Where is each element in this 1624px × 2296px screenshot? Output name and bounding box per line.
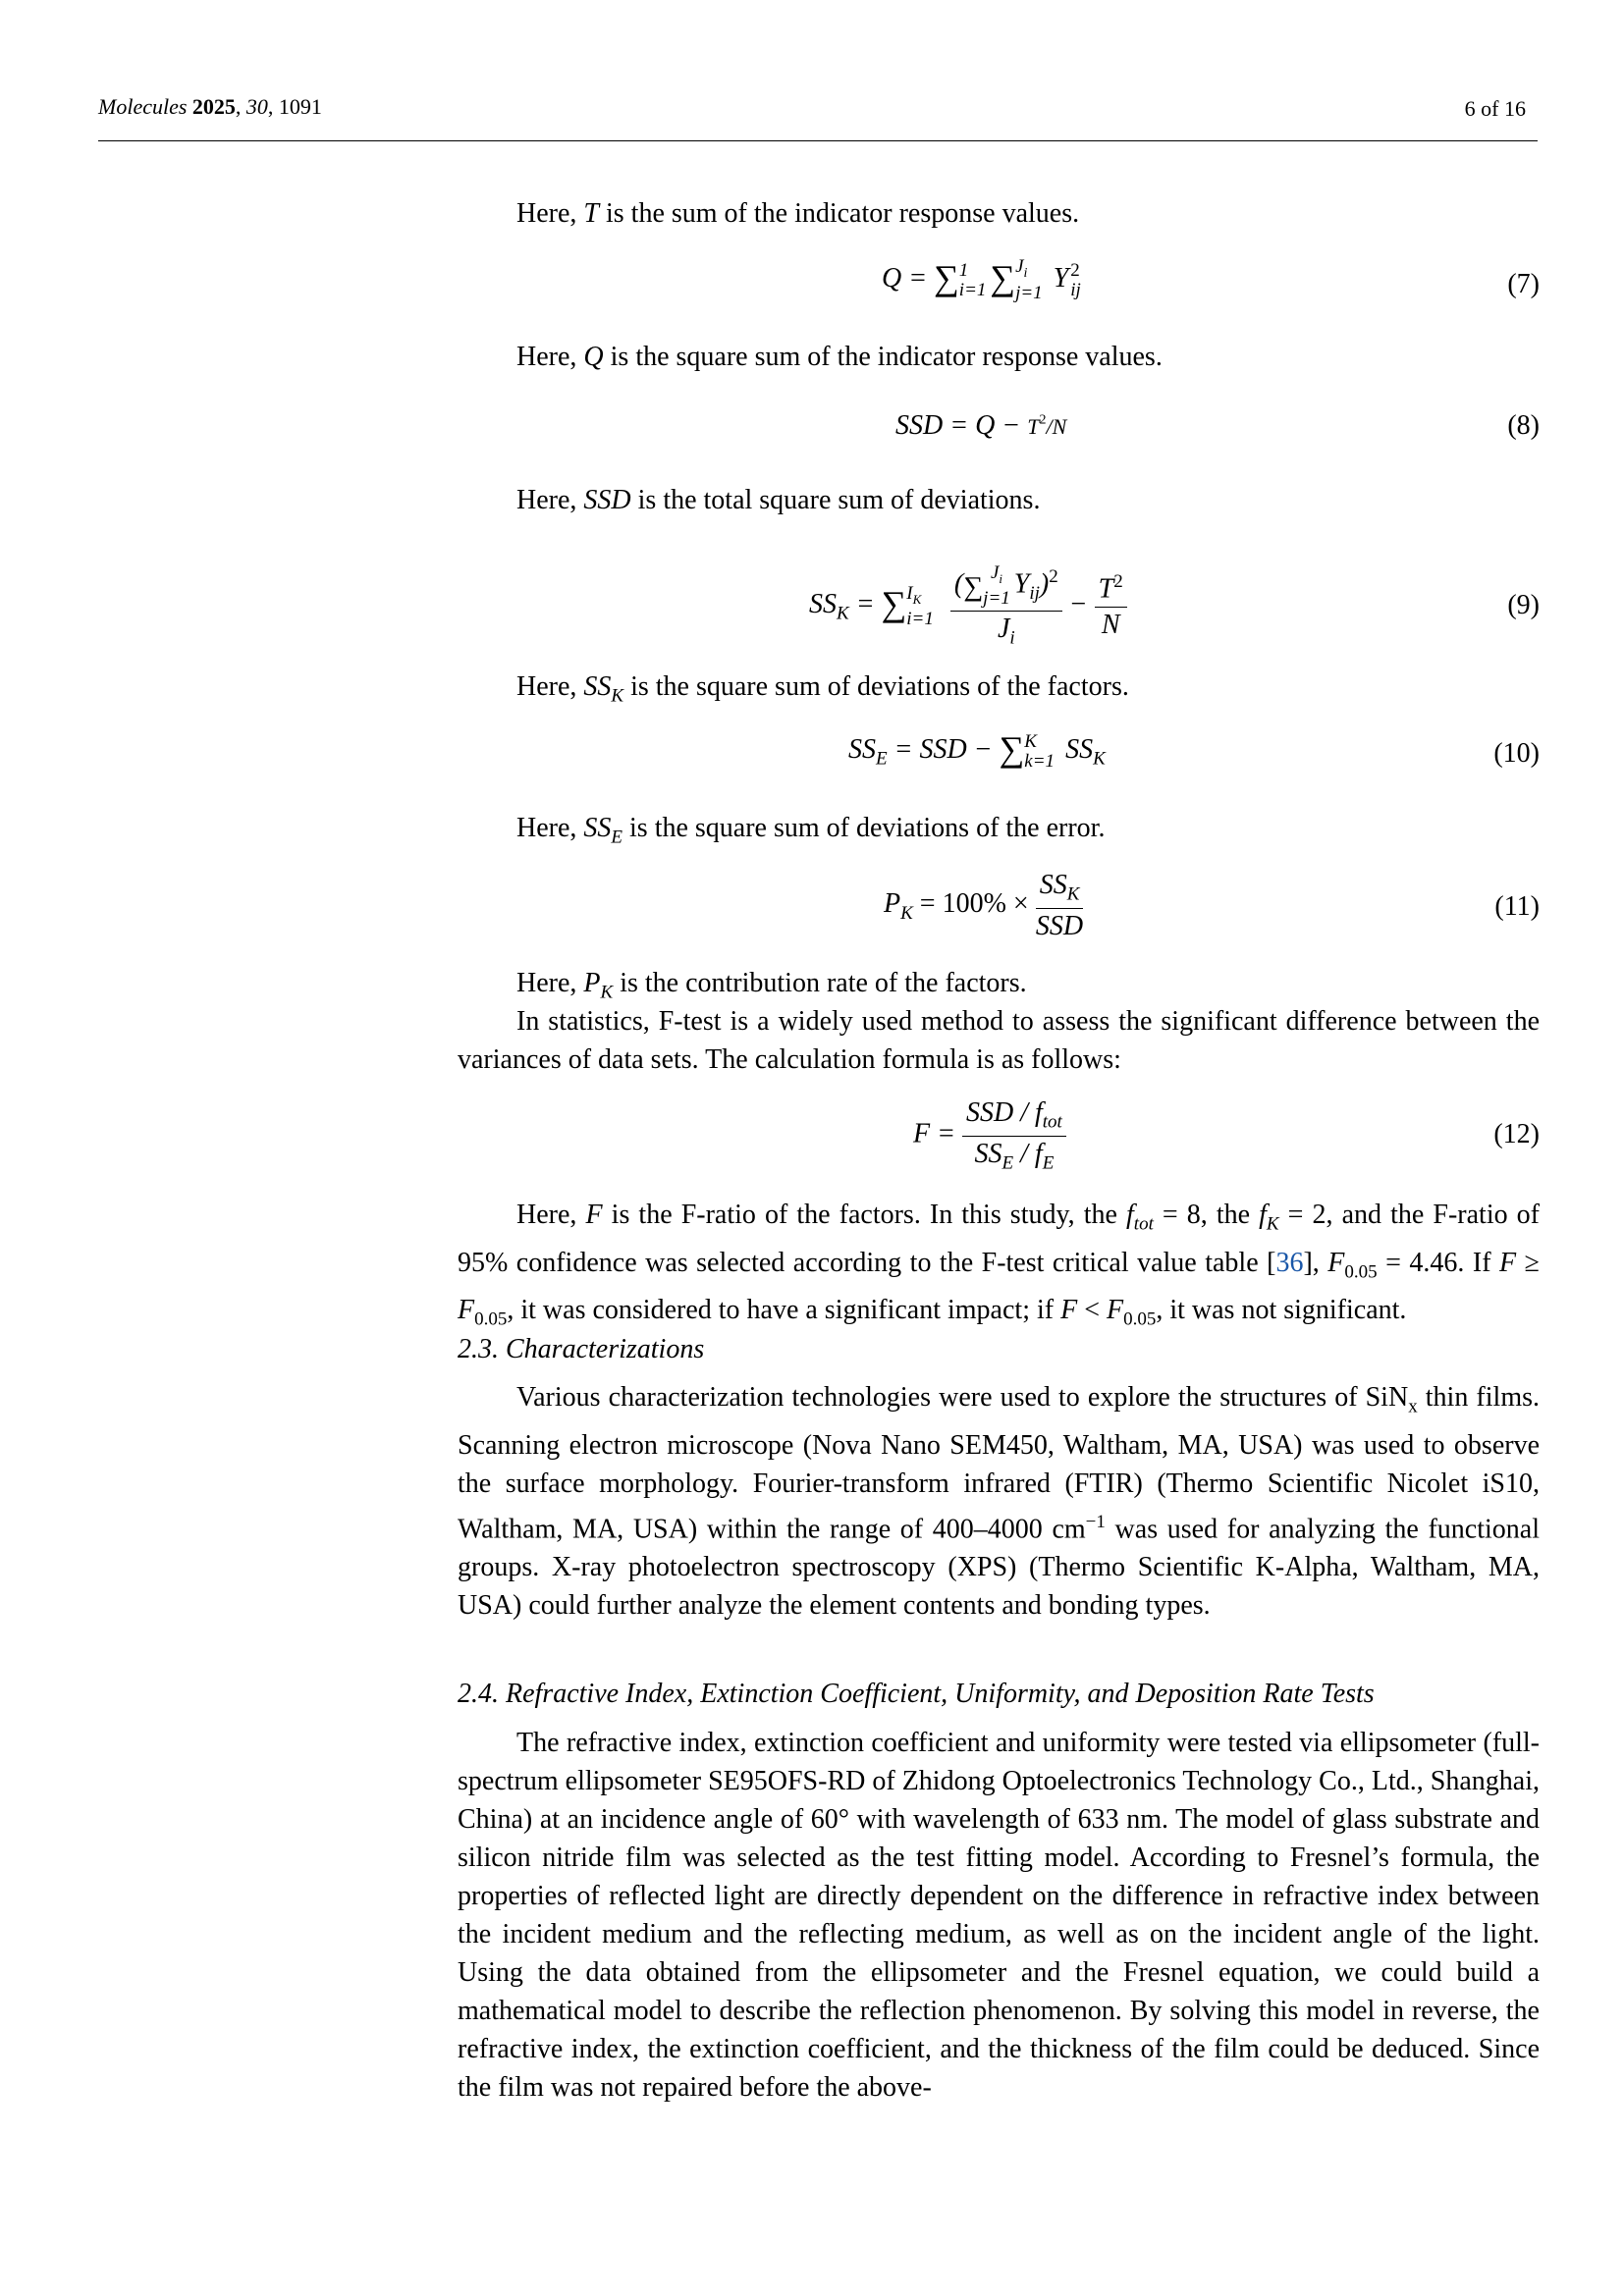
paragraph-ssd-definition: Here, SSD is the total square sum of deviations. <box>516 485 1041 515</box>
journal-article: 1091 <box>278 94 322 119</box>
paragraph-f-definition: Here, F is the F-ratio of the factors. In this study, the $f_{tot} = 8$, the $f_K = 2$, and the F-ratio of 95% confidence was selected according to the F-test critical value table [36], $F_{0.05} = 4.46$. If $F \ge F_{0.05}$, it was considered to have a significant impact; if $F < F_{0.05}$, it was not significant. <box>458 1200 1540 1330</box>
paragraph-sse-definition: Here, $SS_E$ is the square sum of deviations of the error. <box>516 813 1106 848</box>
paragraph-t-definition: Here, T is the sum of the indicator response values. <box>516 198 1080 229</box>
paragraph-ftest-intro: In statistics, F-test is a widely used method to assess the significant difference between the variances of data sets. The calculation formula is as follows: <box>458 1006 1540 1075</box>
journal-volume: 30 <box>245 94 268 119</box>
equation-10: $SS_E$ = SSD − ∑ K k=1 $SS_K$ (10) <box>848 729 1540 772</box>
reference-link[interactable]: 36 <box>1275 1247 1304 1278</box>
paragraph-q-definition: Here, Q is the square sum of the indicator response values. <box>516 342 1163 372</box>
page-number: 6 of 16 <box>1464 96 1526 121</box>
equation-number: (9) <box>1507 590 1540 620</box>
journal-year: 2025 <box>191 94 236 119</box>
paragraph-ellipsometer-tests: The refractive index, extinction coefficient and uniformity were tested via ellipsometer (full-spectrum ellipsometer SE95OFS-RD of Zhidong Optoelectronics Technology Co., Ltd., Shanghai, China) at an incidence angle of 60° with wavelength of 633 nm. The model of glass substrate and silicon nitride film was selected as the test fitting model. According to Fresnel’s formula, the properties of reflected light are directly dependent on the difference in refractive index between the incident medium and the reflecting medium, as well as on the incident angle of the light. Using the data obtained from the ellipsometer and the Fresnel equation, we could build a mathematical model to describe the reflection phenomenon. By solving this model in reverse, the refractive index, the extinction coefficient, and the thickness of the film could be deduced. Since the film was not repaired before the above- <box>458 1728 1540 2103</box>
section-heading-2-3: 2.3. Characterizations <box>458 1334 705 1364</box>
section-heading-2-4: 2.4. Refractive Index, Extinction Coefficient, Uniformity, and Deposition Rate Tests <box>458 1679 1375 1709</box>
journal-citation: Molecules 2025, 30, 1091 <box>98 94 322 119</box>
equation-number: (10) <box>1493 738 1540 769</box>
paragraph-ssk-definition: Here, $SS_K$ is the square sum of deviations of the factors. <box>516 671 1129 707</box>
equation-number: (12) <box>1493 1119 1540 1149</box>
paragraph-characterizations: Various characterization technologies were used to explore the structures of SiN$_x$ thin films. Scanning electron microscope (Nova Nano SEM450, Waltham, MA, USA) was used to observe the surface morphology. Fourier-transform infrared (FTIR) (Thermo Scientific Nicolet iS10, Waltham, MA, USA) within the range of 400–4000 $cm^{-1}$ was used for analyzing the functional groups. X-ray photoelectron spectroscopy (XPS) (Thermo Scientific K-Alpha, Waltham, MA, USA) could further analyze the element contents and bonding types. <box>458 1382 1540 1621</box>
equation-12: F = $\frac{SSD / f_{tot}}{SS_E / f_E}$ (12) <box>913 1097 1540 1174</box>
equation-11: $P_K = 100\%$ × $\frac{SS_K}{\text{SSD}}$ (11) <box>884 870 1540 941</box>
equation-number: (7) <box>1507 269 1540 299</box>
paragraph-pk-definition: Here, $P_K$ is the contribution rate of the factors. <box>516 968 1027 1003</box>
equation-number: (8) <box>1507 410 1540 441</box>
equation-7: Q = ∑ 1 i=1 ∑ $J_i$ j=1 Y 2 ij (7) <box>882 256 1540 303</box>
equation-number: (11) <box>1494 891 1540 922</box>
equation-8: SSD = $Q - T^2/N$ (8) <box>895 410 1540 441</box>
header-divider <box>98 140 1538 141</box>
equation-9: $SS_K$ = ∑ $I_K$ i=1 (∑ $J_i$ j=1 $Y_{ij})^2$ $J_i$ − $\frac{T^2}{N}$ (9) <box>809 562 1540 649</box>
journal-name: Molecules <box>98 94 188 119</box>
